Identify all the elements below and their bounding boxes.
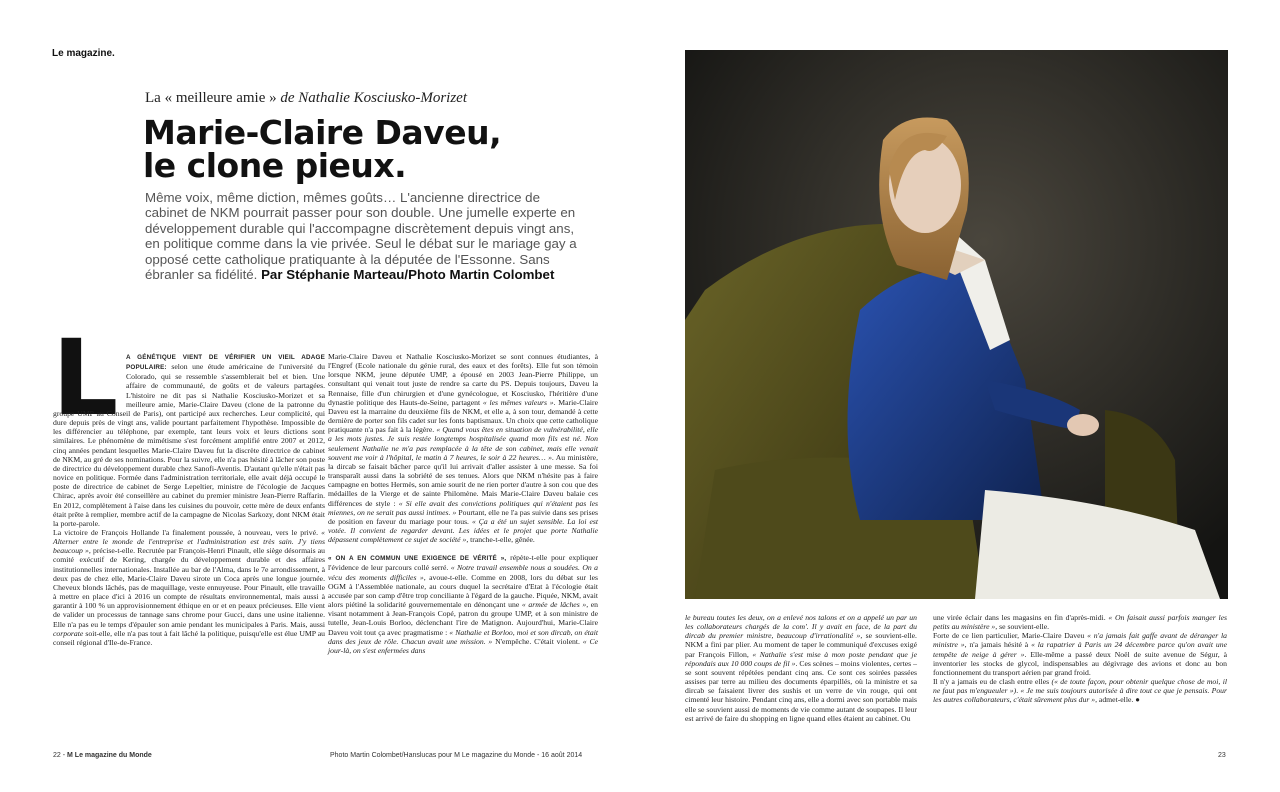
drop-cap: L [52,317,119,439]
article-title [143,113,643,185]
article-column-2: Marie-Claire Daveu et Nathalie Kosciusko-Morizet se sont connues étudiantes, à l'Engref (Ecole nationale du génie rural, des eaux et des forêts). Elle fut son témoin lorsque NKM, jeune députée UMP, a épousé en 2003 Jean-Pierre Philippe, un consultant qui venait tout juste de rendre sa carte du PS. Depuis toujours, Daveu la Rennaise, fille d'un chirurgien et d'une gynécologue, et Kosciusko, l'héritière d'une dynastie politique des Hauts-de-Seine, partagent « les mêmes valeurs ». Marie-Claire Daveu est la marraine du deuxième fils de NKM, et elle a, à son tour, demandé à cette dernière de porter son fils cadet sur les fonts baptismaux. Un choix que cette catholique pratiquante n'a pas fait à la légère. « Quand vous êtes en situation de vulnérabilité, elle a les mots justes. Je suis restée longtemps hospitalisée quand mon fils est né. Non seulement Nathalie ne m'a pas remplacée à la tête de son cabinet, mais elle venait souvent me voir à l'hôpital, le matin à 7 heures, le soir à 22 heures… ». Au ministère, la dircab se faisait bâcher parce qu'il lui arrivait d'aller assister à une messe. Sa foi transparaît aussi dans la sobriété de ses tenues. Alors que NKM n'hésite pas à faire campagne en bottes Hermès, son amie sourit de ne rien porter d'autre à son cou que des médailles de la Vierge et de sainte Philomène. Mais Marie-Claire Daveu balaie ces différences de style : « Si elle avait des convictions politiques qui n'étaient pas les miennes, on ne serait pas aussi intimes. » Pourtant, elle ne l'a pas suivie dans ses prises de position en faveur du mariage pour tous. « Ça a été un sujet sensible. La loi est votée. Il convient de regarder devant. Les idées et le projet que porte Nathalie dépassent complètement ce sujet de société », tranche-t-elle, gênée. « ON A EN COMMUN UNE EXIGENCE DE VÉRITÉ », répète-t-elle pour expliquer l'évidence de leur parcours collé serré. « Notre travail ensemble nous a soudées. On a vécu des moments difficiles », avoue-t-elle. Comme en 2008, lors du débat sur les OGM à l'Assemblée nationale, au cours duquel la secrétaire d'Etat à l'écologie était accusée par son camp d'être trop conciliante à l'égard de la gauche. Piquée, NKM, avait alors piétiné la solidarité gouvernementale en dénonçant une « armée de lâches », en visant notamment à Jean-François Copé, patron du groupe UMP, et à son ministre de tutelle, Jean-Louis Borloo, déclenchant l'ire de Matignon. Aujourd'hui, Marie-Claire Daveu voit tout ça avec pragmatisme : « Nathalie et Borloo, moi et son dircab, on était dans des jeux de rôle. Chacun avait une mission. » N'empêche. C'était violent. « Ce jour-là, on s'est enfermées dans [328,352,599,655]
title-line-2: le clone pieux. [143,146,407,185]
portrait-photo [685,50,1228,599]
article-column-4: une virée éclair dans les magasins en fin d'après-midi. « On faisait aussi parfois manger les petits au ministère », se souvient-elle. Forte de ce lien particulier, Marie-Claire Daveu « n'a jamais fait gaffe avant de déranger la ministre », n'a jamais hésité à « la rapatrier à Paris un 24 décembre parce qu'on avait une tempête de neige à gérer ». Elle-même a passé deux Noël de suite avenue de Ségur, à inventorier les stocks de glycol, indispensables au dégivrage des avions et donc au bon fonctionnement du transport aérien par grand froid. Il n'y a jamais eu de clash entre elles (« de toute façon, pour obtenir quelque chose de moi, il ne faut pas m'engueuler »). « Je me suis toujours autorisée à dire tout ce que je pensais. Pour les autres collaborateurs, c'était sûrement plus dur », admet-elle. ● [933,613,1228,705]
headline-kicker: La « meilleure amie » de Nathalie Kosciusko-Morizet [145,90,468,106]
article-column-1: L A GÉNÉTIQUE VIENT DE VÉRIFIER UN VIEIL ADAGE POPULAIRE: selon une étude américaine de l'université du Colorado, qui se ressemble s'assemblerait bel et bien. Une affaire de communauté, de goûts et de valeurs partagées. L'histoire ne dit pas si Nathalie Kosciusko-Morizet et sa meilleure amie, Marie-Claire Daveu (clone de la patronne du groupe UMP au Conseil de Paris), ont participé aux recherches. Leur complicité, qui dure depuis près de vingt ans, valide pourtant parfaitement l'hypothèse. Impossible de les différencier au téléphone, par exemple, tant leurs voix et leurs dictions sont similaires. Le phénomène de mimétisme s'est forcément amplifié entre 2007 et 2012, cinq années pendant lesquelles Marie-Claire Daveu fut la discrète directrice de cabinet de NKM, au gré de ses nominations. Pour la suivre, elle n'a pas hésité à lâcher son poste de directrice du développement durable chez Sanofi-Aventis. D'autant qu'elle n'était pas novice en politique. Formée dans l'administration territoriale, elle avait déjà occupé le poste de directrice de cabinet de Serge Lepeltier, ministre de l'écologie de Jacques Chirac, après avoir été conseillère au cabinet du premier ministre Jean-Pierre Raffarin. En 2012, complètement à l'aise dans les cuisines du pouvoir, cette mère de deux enfants était prête à remplier, membre actif de la campagne de Nicolas Sarkozy, dont NKM était la porte-parole. La victoire de François Hollande l'a finalement poussée, à nouveau, vers le privé. « Alterner entre le monde de l'entreprise et l'administration est très sain. J'y tiens beaucoup », précise-t-elle. Recrutée par François-Henri Pinault, elle siège désormais au comité exécutif de Kering, chargée du développement durable et des affaires institutionnelles internationales. Installée au bar de l'Alma, dans le 7e arrondissement, à deux pas de chez elle, Marie-Claire Daveu sirote un Coca après une longue journée. Cheveux blonds lâchés, pas de maquillage, veste ennuyeuse. Pour Pinault, elle travaille à mettre en place d'ici à 2016 un compte de résultats environnemental, mais aussi à garantir à 100 % un approvisionnement éthique en or et en peaux précieuses. Elle vient de valider un processus de tannage sans chrome pour Gucci, dans une usine italienne. Elle n'a pas eu le temps d'épauler son amie pendant les municipales à Paris. Mais, aussi corporate soit-elle, elle n'a pas tout à fait lâché la politique, puisqu'elle est élue UMP au conseil régional d'Ile-de-France. [52,317,326,647]
article-standfirst: Même voix, même diction, mêmes goûts… L'ancienne directrice de cabinet de NKM pourrait passer pour son double. Une jumelle experte en développement durable qui l'accompagne discrètement depuis vingt ans, en politique comme dans la vie privée. Seul le débat sur le mariage gay a opposé cette catholique pratiquante à la députée de l'Essonne. Sans ébranler sa fidélité. Par Stéphanie Marteau/Photo Martin Colombet [145,190,577,283]
photo-credit: Photo Martin Colombet/Hanslucas pour M Le magazine du Monde - 16 août 2014 [330,752,583,759]
page-number-right: 23 [1218,752,1226,759]
section-label: Le magazine. [52,48,115,59]
byline: Par Stéphanie Marteau/Photo Martin Colombet [261,267,555,283]
portrait-illustration [685,50,1228,599]
article-column-3: le bureau toutes les deux, on a enlevé nos talons et on a appelé un par un les collaborateurs chargés de la com'. Il y avait en face, de la part du dircab du premier ministre, beaucoup d'irrationalité », se souvient-elle. NKM a fini par plier. Au moment de taper le communiqué d'excuses exigé par François Fillon, « Nathalie s'est mise à mon poste pendant que je répondais aux 10 000 coups de fil ». Ces scènes – moins violentes, certes – se sont souvent répétées pendant cinq ans. Ce sont ces soirées passées assises par terre au milieu des documents éparpillés, où la ministre et sa dircab se faisaient livrer des sushis et un verre de vin rouge, qui ont cimenté leur histoire. Pendant cinq ans, elle a dormi avec son portable mais elle se souvient aussi de moments de vie comme autant de soupapes. Il leur est arrivé de faire du shopping en ligne quand elles étaient au cabinet. Ou [685,613,917,723]
magazine-brand: M Le magazine du Monde [67,752,152,759]
end-mark: ● [1135,695,1140,705]
title-line-1: Marie-Claire Daveu, [143,113,502,152]
footer-left [53,752,152,759]
page-number-left: 22 - [53,752,68,759]
